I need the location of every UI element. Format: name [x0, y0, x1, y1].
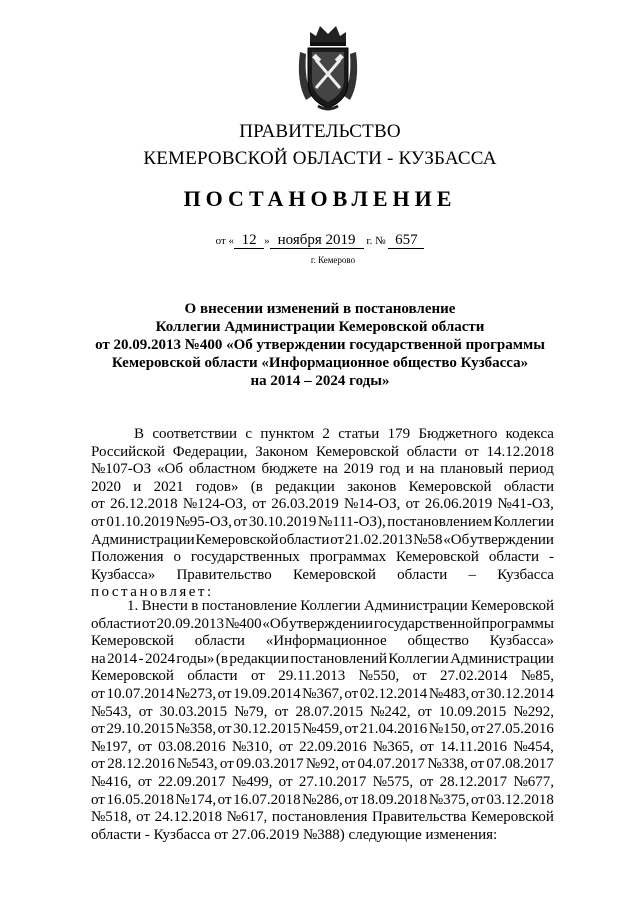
text-line: области - Кузбасса от 27.06.2019 №388) следующие изменения:: [91, 826, 498, 843]
text-line: от 10.07.2014 №273, от 19.09.2014 №367, от 02.12.2014 №483, от 30.12.2014: [91, 685, 554, 702]
document-title: [88, 300, 552, 390]
text-line: Администрации Кемеровской области от 21.02.2013 №58 «Об утверждении: [91, 531, 554, 548]
text-line: Положения о государственных программах Кемеровской области -: [91, 549, 554, 566]
text-line: Российской Федерации, Законом Кемеровской области от 14.12.2018: [91, 443, 554, 460]
text-line: на 2014 - 2024 годы» (в редакции постановлений Коллегии Администрации: [91, 650, 554, 667]
text-line: 2020 и 2021 годов» (в редакции законов Кемеровской области: [91, 478, 554, 495]
coat-of-arms-icon: [296, 22, 360, 114]
text-line: №518, от 24.12.2018 №617, постановления Правительства Кемеровской: [91, 809, 554, 826]
title-line: О внесении изменений в постановление: [184, 301, 456, 317]
text-line: №543, от 30.03.2015 №79, от 28.07.2015 №242, от 10.09.2015 №292,: [91, 703, 554, 720]
paragraph-preamble: [91, 426, 554, 602]
date-line: [0, 233, 640, 249]
government-name-line2: КЕМЕРОВСКОЙ ОБЛАСТИ - КУЗБАССА: [143, 148, 497, 169]
date-mid: »: [264, 235, 270, 247]
text-line: №416, от 22.09.2017 №499, от 27.10.2017 №575, от 28.12.2017 №677,: [91, 773, 554, 790]
title-line: Кемеровской области «Информационное общество Кузбасса»: [111, 355, 529, 371]
text-line: В соответствии с пунктом 2 статьи 179 Бюджетного кодекса: [134, 426, 554, 442]
document-number: 657: [388, 233, 424, 249]
text-line-resolves: постановляет:: [91, 584, 214, 601]
title-line: Коллегии Администрации Кемеровской области: [155, 319, 485, 335]
text-line: 1. Внести в постановление Коллегии Администрации Кемеровской: [127, 598, 554, 614]
date-day: 12: [234, 233, 264, 249]
text-line: от 29.10.2015 №358, от 30.12.2015 №459, от 21.04.2016 №150, от 27.05.2016: [91, 721, 554, 738]
date-year-suffix: г.: [366, 235, 373, 247]
title-line: на 2014 – 2024 годы»: [250, 373, 390, 389]
date-month-year: ноября 2019: [270, 233, 364, 249]
text-line: области от 20.09.2013 №400 «Об утверждении государственной программы: [91, 615, 554, 632]
text-line: №197, от 03.08.2016 №310, от 22.09.2016 №365, от 14.11.2016 №454,: [91, 738, 554, 755]
government-name-line1: ПРАВИТЕЛЬСТВО: [239, 121, 401, 142]
text-line: Кемеровской области от 29.11.2013 №550, от 27.02.2014 №85,: [91, 668, 554, 685]
text-line: от 26.12.2018 №124-ОЗ, от 26.03.2019 №14-ОЗ, от 26.06.2019 №41-ОЗ,: [91, 496, 554, 513]
text-line: от 16.05.2018 №174, от 16.07.2018 №286, от 18.09.2018 №375, от 03.12.2018: [91, 791, 554, 808]
text-line: от 28.12.2016 №543, от 09.03.2017 №92, от 04.07.2017 №338, от 07.08.2017: [91, 756, 554, 773]
title-line: от 20.09.2013 №400 «Об утверждении государственной программы: [95, 337, 545, 353]
text-line: от 01.10.2019 №95-ОЗ, от 30.10.2019 №111-ОЗ), постановлением Коллегии: [91, 513, 554, 530]
document-type-heading: ПОСТАНОВЛЕНИЕ: [183, 186, 457, 211]
paragraph-item-1: [91, 598, 554, 844]
number-prefix: №: [375, 235, 386, 247]
text-line: №107-ОЗ «Об областном бюджете на 2019 год и на плановый период: [91, 461, 554, 478]
text-line: Кузбасса» Правительство Кемеровской области – Кузбасса: [91, 566, 554, 583]
text-line: Кемеровской области «Информационное общество Кузбасса»: [91, 633, 554, 650]
city-label: г. Кемерово: [310, 255, 356, 265]
date-prefix: от «: [215, 235, 235, 247]
